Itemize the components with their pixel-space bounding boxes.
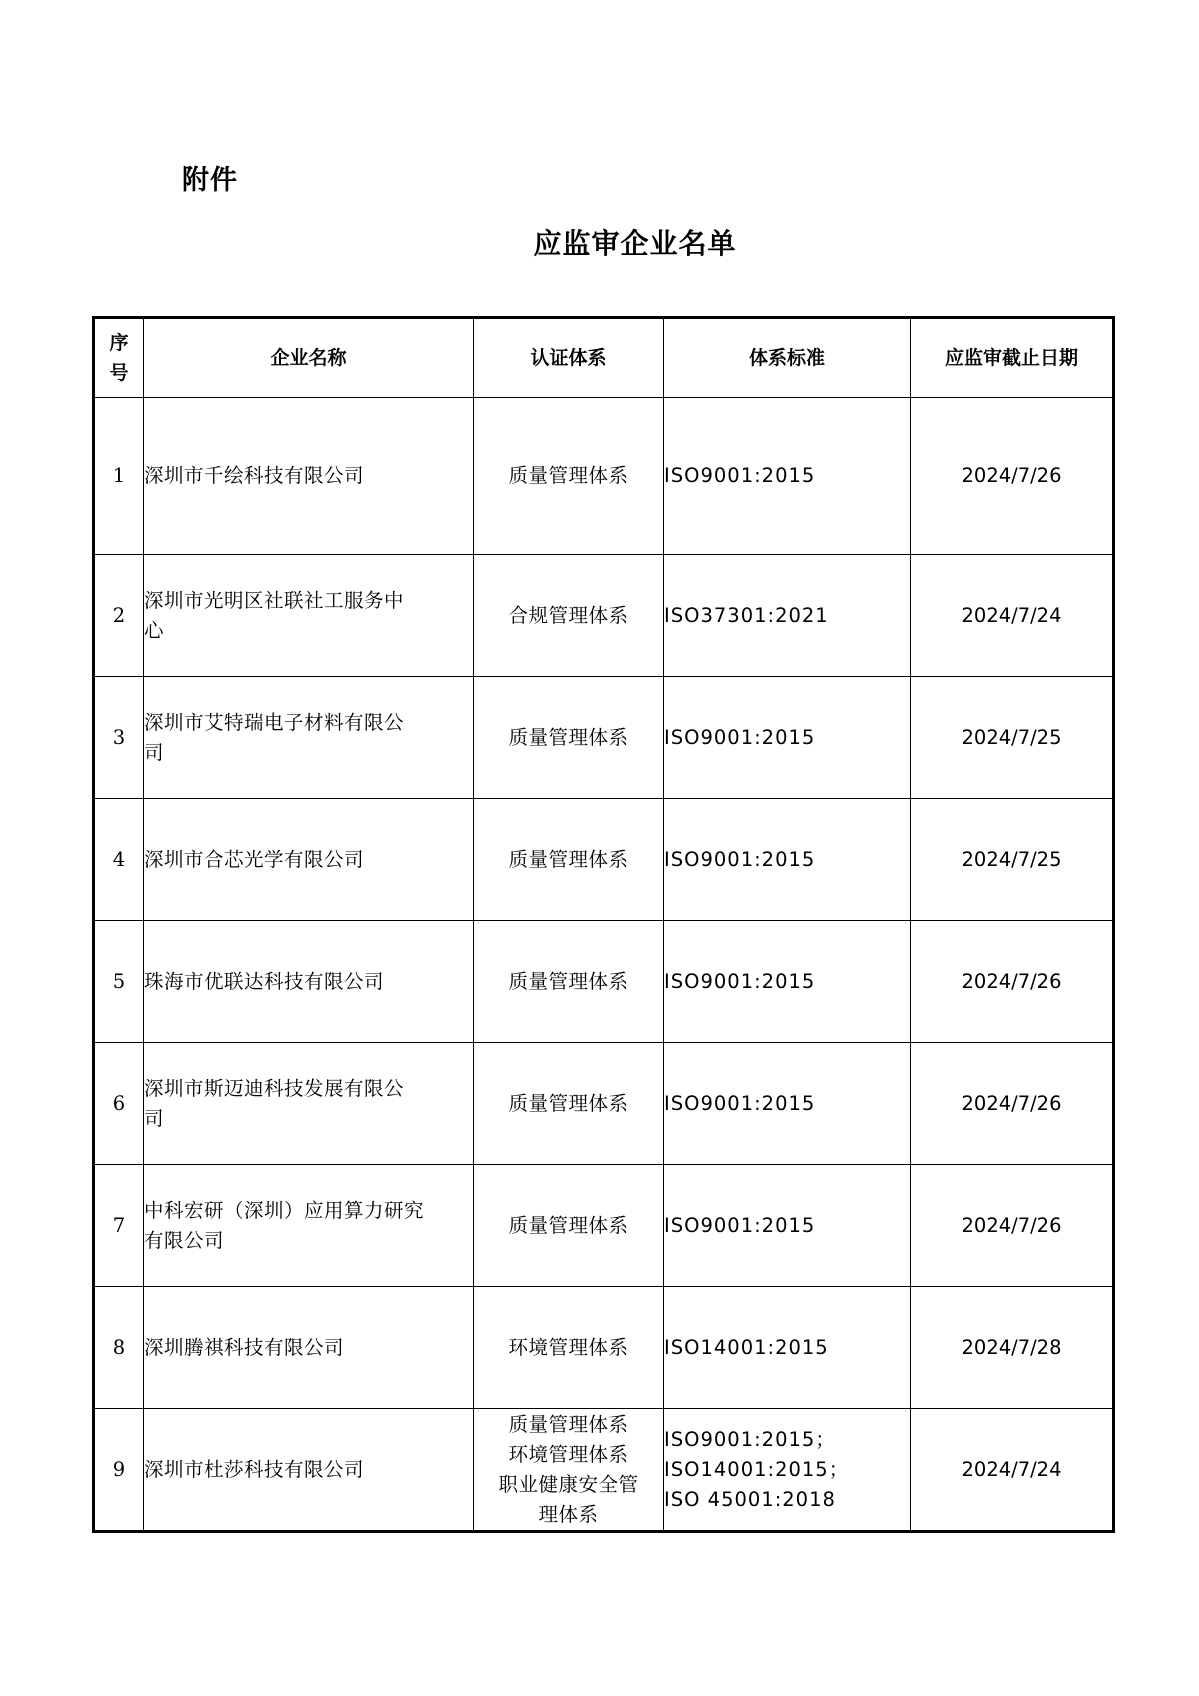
row-seq: 9 (94, 1409, 144, 1532)
row-seq: 8 (94, 1287, 144, 1409)
cert-system-line: 质量管理体系 (508, 969, 629, 993)
standard-line: ISO14001:2015 (664, 1335, 829, 1359)
row-company-name (144, 555, 474, 677)
row-cert-system (474, 398, 664, 555)
header-standard: 体系标准 (664, 318, 911, 398)
header-system: 认证体系 (474, 318, 664, 398)
row-seq: 4 (94, 799, 144, 921)
cert-system-line: 质量管理体系 (508, 1091, 629, 1115)
row-seq: 6 (94, 1043, 144, 1165)
row-standard (664, 1287, 911, 1409)
table-row (94, 921, 1114, 1043)
row-cert-system (474, 1043, 664, 1165)
enterprise-list-table (92, 316, 1115, 1533)
table-row (94, 677, 1114, 799)
row-standard (664, 1043, 911, 1165)
standard-line: ISO 45001:2018 (664, 1487, 836, 1511)
standard-line: ISO37301:2021 (664, 603, 829, 627)
row-cert-system (474, 1287, 664, 1409)
row-deadline: 2024/7/28 (911, 1287, 1114, 1409)
cert-system-line: 环境管理体系 (508, 1442, 629, 1466)
company-name-line: 有限公司 (144, 1228, 225, 1252)
table-row (94, 398, 1114, 555)
row-deadline: 2024/7/26 (911, 1043, 1114, 1165)
standard-line: ISO9001:2015 (664, 969, 816, 993)
row-cert-system (474, 1409, 664, 1532)
row-standard (664, 1165, 911, 1287)
header-deadline: 应监审截止日期 (911, 318, 1114, 398)
table-row (94, 1165, 1114, 1287)
cert-system-line: 理体系 (538, 1502, 599, 1526)
cert-system-line: 合规管理体系 (508, 603, 629, 627)
row-company-name (144, 921, 474, 1043)
row-deadline: 2024/7/24 (911, 555, 1114, 677)
row-cert-system (474, 555, 664, 677)
header-seq-line: 序 (109, 332, 129, 354)
row-deadline: 2024/7/26 (911, 921, 1114, 1043)
row-company-name (144, 398, 474, 555)
standard-line: ISO9001:2015 (664, 464, 816, 487)
company-name-line: 深圳市千绘科技有限公司 (144, 464, 365, 487)
standard-line: ISO9001:2015 (664, 847, 816, 871)
table-header-row (94, 318, 1114, 398)
row-company-name (144, 677, 474, 799)
row-standard (664, 555, 911, 677)
row-standard (664, 677, 911, 799)
row-seq: 5 (94, 921, 144, 1043)
company-name-line: 司 (144, 740, 165, 764)
row-seq: 2 (94, 555, 144, 677)
standard-line: ISO14001:2015； (664, 1457, 850, 1481)
row-seq: 7 (94, 1165, 144, 1287)
row-deadline: 2024/7/26 (911, 398, 1114, 555)
table-row (94, 1043, 1114, 1165)
row-deadline: 2024/7/26 (911, 1165, 1114, 1287)
cert-system-line: 职业健康安全管 (498, 1472, 639, 1496)
company-name-line: 深圳市艾特瑞电子材料有限公 (144, 710, 405, 734)
header-seq (94, 318, 144, 398)
row-standard (664, 1409, 911, 1532)
document-title: 应监审企业名单 (533, 227, 737, 260)
cert-system-line: 质量管理体系 (508, 464, 629, 487)
standard-line: ISO9001:2015 (664, 1213, 816, 1237)
row-deadline: 2024/7/25 (911, 799, 1114, 921)
standard-line: ISO9001:2015 (664, 1091, 816, 1115)
company-name-line: 深圳市斯迈迪科技发展有限公 (144, 1076, 405, 1100)
row-company-name (144, 799, 474, 921)
attachment-label: 附件 (182, 165, 238, 196)
company-name-line: 心 (144, 618, 165, 642)
row-cert-system (474, 921, 664, 1043)
standard-line: ISO9001:2015 (664, 725, 816, 749)
cert-system-line: 质量管理体系 (508, 1412, 629, 1436)
row-company-name (144, 1287, 474, 1409)
header-company: 企业名称 (144, 318, 474, 398)
row-company-name (144, 1409, 474, 1532)
header-seq-line: 号 (109, 362, 129, 384)
row-company-name (144, 1165, 474, 1287)
standard-line: ISO9001:2015； (664, 1427, 836, 1451)
row-seq: 3 (94, 677, 144, 799)
cert-system-line: 质量管理体系 (508, 725, 629, 749)
company-name-line: 深圳腾祺科技有限公司 (144, 1335, 345, 1359)
row-deadline: 2024/7/25 (911, 677, 1114, 799)
table-row (94, 1409, 1114, 1532)
cert-system-line: 环境管理体系 (508, 1335, 629, 1359)
row-cert-system (474, 1165, 664, 1287)
row-standard (664, 921, 911, 1043)
company-name-line: 珠海市优联达科技有限公司 (144, 969, 385, 993)
company-name-line: 司 (144, 1106, 165, 1130)
company-name-line: 深圳市光明区社联社工服务中 (144, 588, 405, 612)
row-standard (664, 398, 911, 555)
table-row (94, 555, 1114, 677)
company-name-line: 深圳市合芯光学有限公司 (144, 847, 365, 871)
table-row (94, 799, 1114, 921)
cert-system-line: 质量管理体系 (508, 847, 629, 871)
table-row (94, 1287, 1114, 1409)
row-cert-system (474, 799, 664, 921)
company-name-line: 深圳市杜莎科技有限公司 (144, 1457, 365, 1481)
company-name-line: 中科宏研（深圳）应用算力研究 (144, 1198, 425, 1222)
row-deadline: 2024/7/24 (911, 1409, 1114, 1532)
row-seq: 1 (94, 398, 144, 555)
cert-system-line: 质量管理体系 (508, 1213, 629, 1237)
row-company-name (144, 1043, 474, 1165)
row-cert-system (474, 677, 664, 799)
row-standard (664, 799, 911, 921)
